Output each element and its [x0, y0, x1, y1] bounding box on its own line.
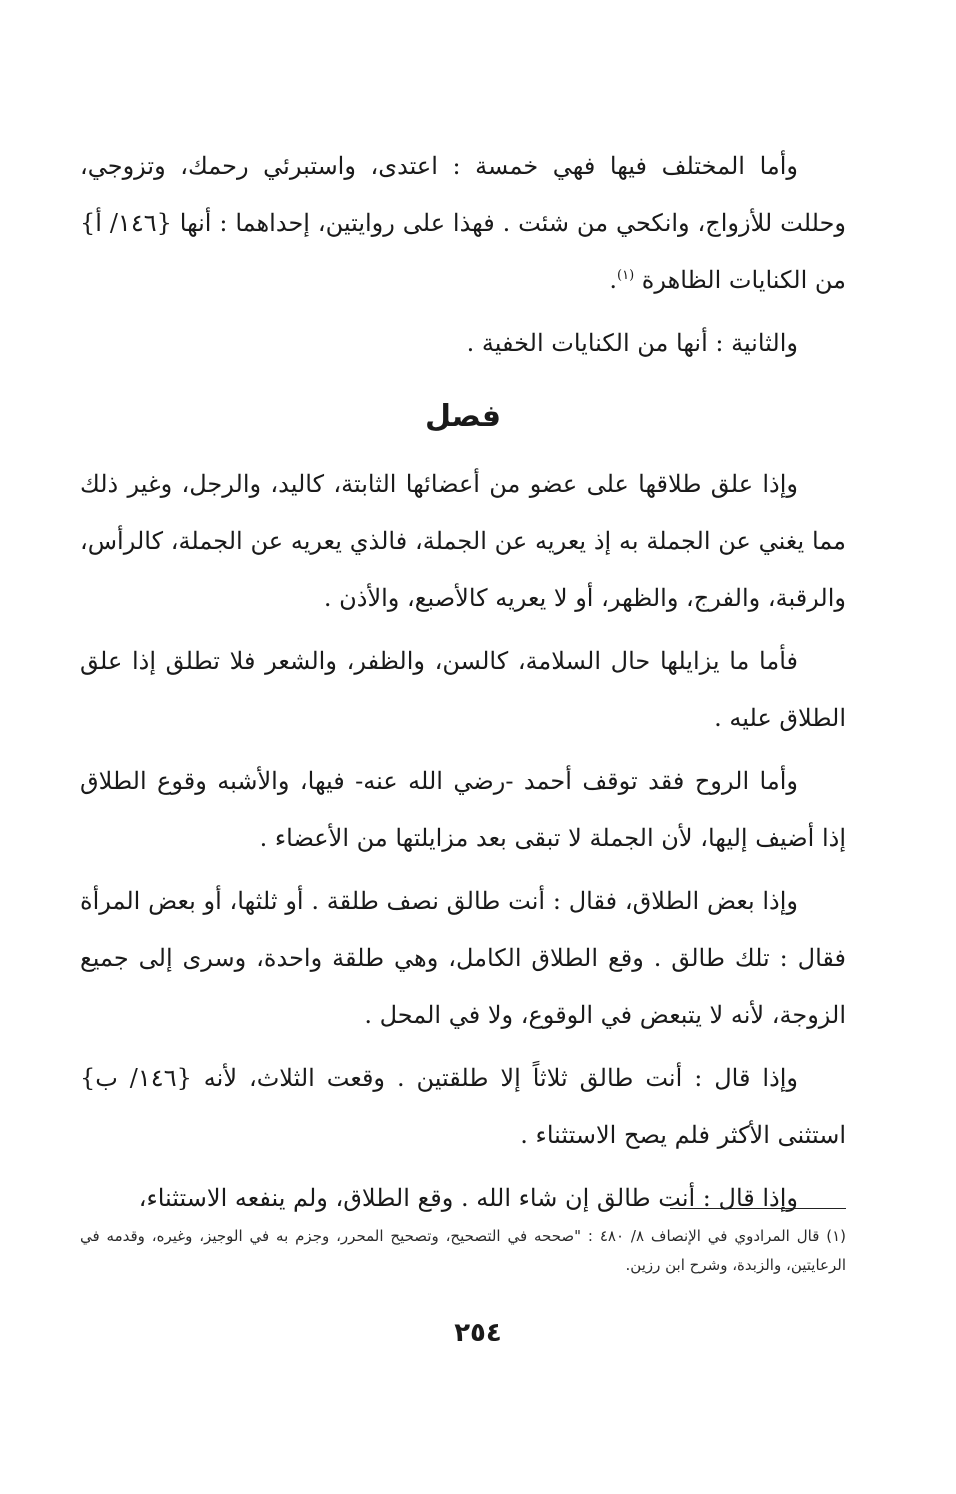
paragraph-udw: وإذا علق طلاقها على عضو من أعضائها الثابتة، كاليد، والرجل، وغير ذلك مما يغني عن الجملة به إذ يعريه عن الجملة، فالذي يعريه عن الجملة، كالرأس، والرقبة، والفرج، والظهر، أو لا يعريه كالأصبع، والأذن . [80, 470, 846, 612]
paragraph-text: وأما المختلف فيها فهي خمسة : اعتدى، واستبرئي رحمك، وتزوجي، وحللت للأزواج، وانكحي من شئت . فهذا على روايتين، إحداهما : أنها {١٤٦/ أ} من الكنايات الظاهرة [80, 152, 847, 294]
main-text [80, 138, 846, 1227]
page-number: ٢٥٤ [454, 1318, 502, 1348]
paragraph-thalathan: وإذا قال : أنت طالق ثلاثاً إلا طلقتين . وقعت الثلاث، لأنه {١٤٦/ ب} استثنى الأكثر فلم يصح الاستثناء . [80, 1064, 846, 1149]
footnote-divider [670, 1208, 846, 1209]
footnote-reference[interactable]: (١) [617, 268, 635, 283]
paragraph-bad-al-talaq: وإذا بعض الطلاق، فقال : أنت طالق نصف طلقة . أو ثلثها، أو بعض المرأة فقال : تلك طالق . وقع الطلاق الكامل، وهي طلقة واحدة، وسرى إلى جميع الزوجة، لأنه لا يتبعض في الوقوع، ولا في المحل . [80, 887, 846, 1029]
paragraph-ruh: وأما الروح فقد توقف أحمد -رضي الله عنه- فيها، والأشبه وقوع الطلاق إذا أضيف إليها، لأن الجملة لا تبقى بعد مزايلتها من الأعضاء . [80, 767, 846, 852]
paragraph-thaniya: والثانية : أنها من الكنايات الخفية . [466, 329, 798, 357]
section-heading: فصل [425, 399, 501, 434]
footnote: (١) قال المرادوي في الإنصاف ٨/ ٤٨٠ : "صححه في التصحيح، وتصحيح المحرر، وجزم به في الوجيز، وغيره، وقدمه في الرعايتين، والزبدة، وشرح ابن رزين. [80, 1227, 847, 1274]
paragraph-yuzayiluha: فأما ما يزايلها حال السلامة، كالسن، والظفر، والشعر فلا تطلق إذا علق الطلاق عليه . [80, 647, 846, 732]
paragraph-mukhtalaf [80, 138, 846, 309]
paragraph-in-shaa-allah: وإذا قال : أنت طالق إن شاء الله . وقع الطلاق، ولم ينفعه الاستثناء، [138, 1184, 798, 1212]
paragraph-end: . [609, 266, 617, 294]
